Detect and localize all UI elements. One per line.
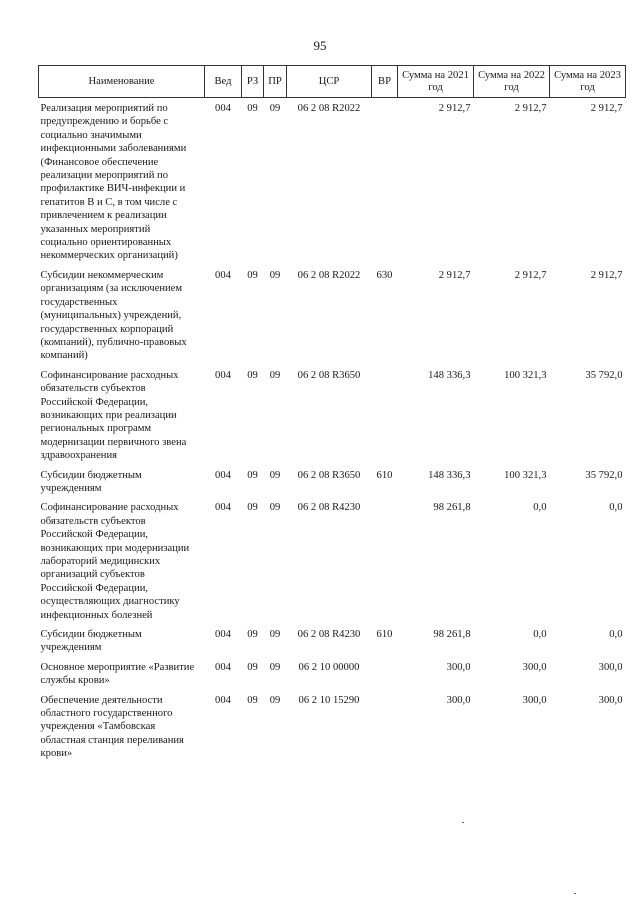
row-pr: 09 xyxy=(269,629,281,641)
header-ved: Вед xyxy=(205,66,242,98)
row-name: Обеспечение деятельности областного государственного учреждения «Тамбовская областная станция переливания крови» xyxy=(40,694,184,760)
row-sum-2021: 98 261,8 xyxy=(433,502,471,514)
row-sum-2022: 100 321,3 xyxy=(504,469,547,481)
row-sum-2022: 100 321,3 xyxy=(504,369,547,381)
header-sum-2023: Сумма на 2023 год xyxy=(550,66,626,98)
row-sum-2022: 2 912,7 xyxy=(514,103,547,114)
header-rz: РЗ xyxy=(242,66,264,98)
row-pr: 09 xyxy=(269,469,281,481)
row-csr: 06 2 08 R2022 xyxy=(297,103,361,114)
row-pr: 09 xyxy=(269,369,281,381)
row-ved: 004 xyxy=(215,103,231,114)
table-body xyxy=(39,98,626,765)
row-rz: 09 xyxy=(247,629,258,641)
row-vr: 610 xyxy=(376,629,393,641)
header-sum-2022: Сумма на 2022 год xyxy=(474,66,550,98)
row-csr: 06 2 10 15290 xyxy=(298,694,360,706)
page-number: 95 xyxy=(313,38,327,53)
header-pr: ПР xyxy=(264,66,287,98)
row-sum-2023: 0,0 xyxy=(609,502,623,514)
row-vr xyxy=(372,659,398,692)
row-ved: 004 xyxy=(215,661,231,673)
row-sum-2023: 35 792,0 xyxy=(585,469,623,481)
row-ved: 004 xyxy=(215,469,231,481)
header-name: Наименование xyxy=(39,66,205,98)
row-name: Софинансирование расходных обязательств субъектов Российской Федерации, возникающих при модернизации лабораторий медицинских организаций субъектов Российской Федерации, осуществляющих диагностику инфекционных болезней xyxy=(40,502,190,621)
table-row xyxy=(39,626,626,659)
row-sum-2023: 300,0 xyxy=(598,694,623,706)
row-vr: 630 xyxy=(376,269,393,281)
row-sum-2023: 2 912,7 xyxy=(590,103,623,114)
row-ved: 004 xyxy=(215,694,231,706)
row-rz: 09 xyxy=(247,269,258,281)
row-csr: 06 2 08 R4230 xyxy=(297,502,361,514)
row-sum-2021: 300,0 xyxy=(446,694,471,706)
row-pr: 09 xyxy=(269,269,281,281)
budget-table xyxy=(38,65,626,765)
scan-speck xyxy=(462,822,464,823)
row-rz: 09 xyxy=(247,103,258,114)
row-pr: 09 xyxy=(269,103,281,114)
row-sum-2022: 300,0 xyxy=(522,694,547,706)
row-rz: 09 xyxy=(247,469,258,481)
row-vr xyxy=(372,98,398,267)
row-vr xyxy=(372,499,398,626)
row-vr: 610 xyxy=(376,469,393,481)
row-rz: 09 xyxy=(247,369,258,381)
row-sum-2021: 2 912,7 xyxy=(438,269,471,281)
row-name: Субсидии некоммерческим организациям (за исключением государственных (муниципальных) учреждений, государственных корпораций (компаний), публично-правовых компаний) xyxy=(40,269,187,362)
scan-speck xyxy=(574,893,576,894)
row-sum-2021: 98 261,8 xyxy=(433,629,471,641)
row-sum-2021: 300,0 xyxy=(446,661,471,673)
row-sum-2023: 2 912,7 xyxy=(590,269,623,281)
row-vr xyxy=(372,367,398,467)
row-csr: 06 2 08 R3650 xyxy=(297,369,361,381)
table-row xyxy=(39,267,626,367)
row-name: Основное мероприятие «Развитие службы крови» xyxy=(40,661,195,687)
table-row xyxy=(39,98,626,267)
row-sum-2022: 2 912,7 xyxy=(514,269,547,281)
row-sum-2021: 148 336,3 xyxy=(428,469,471,481)
row-sum-2021: 148 336,3 xyxy=(428,369,471,381)
row-sum-2022: 0,0 xyxy=(533,502,547,514)
row-csr: 06 2 10 00000 xyxy=(298,661,360,673)
row-ved: 004 xyxy=(215,369,231,381)
row-csr: 06 2 08 R3650 xyxy=(297,469,361,481)
row-sum-2023: 300,0 xyxy=(598,661,623,673)
table-row xyxy=(39,659,626,692)
row-pr: 09 xyxy=(269,694,281,706)
header-sum-2021: Сумма на 2021 год xyxy=(398,66,474,98)
row-sum-2021: 2 912,7 xyxy=(438,103,471,114)
row-ved: 004 xyxy=(215,502,231,514)
row-name: Реализация мероприятий по предупреждению и борьбе с социально значимыми инфекционными заболеваниями (Финансовое обеспечение реализации мероприятий по профилактике ВИЧ-инфекции и гепатитов В и С, в том числе с привлечением к реализации указанных мероприятий социально ориентированных некоммерческих организаций) xyxy=(40,103,187,262)
row-sum-2022: 0,0 xyxy=(533,629,547,641)
table-row xyxy=(39,367,626,467)
header-csr: ЦСР xyxy=(287,66,372,98)
row-name: Субсидии бюджетным учреждениям xyxy=(40,629,142,654)
table-row xyxy=(39,499,626,626)
row-sum-2023: 0,0 xyxy=(609,629,623,641)
row-name: Софинансирование расходных обязательств субъектов Российской Федерации, возникающих при реализации региональных программ модернизации первичного звена здравоохранения xyxy=(40,369,187,462)
row-name: Субсидии бюджетным учреждениям xyxy=(40,469,142,494)
row-sum-2023: 35 792,0 xyxy=(585,369,623,381)
row-ved: 004 xyxy=(215,269,231,281)
row-csr: 06 2 08 R2022 xyxy=(297,269,361,281)
header-vr: ВР xyxy=(372,66,398,98)
row-sum-2022: 300,0 xyxy=(522,661,547,673)
table-header-row xyxy=(39,66,626,98)
row-vr xyxy=(372,692,398,765)
row-rz: 09 xyxy=(247,694,258,706)
table-row xyxy=(39,467,626,500)
row-rz: 09 xyxy=(247,502,258,514)
row-ved: 004 xyxy=(215,629,231,641)
row-pr: 09 xyxy=(269,661,281,673)
row-rz: 09 xyxy=(247,661,258,673)
row-csr: 06 2 08 R4230 xyxy=(297,629,361,641)
row-pr: 09 xyxy=(269,502,281,514)
table-row xyxy=(39,692,626,765)
